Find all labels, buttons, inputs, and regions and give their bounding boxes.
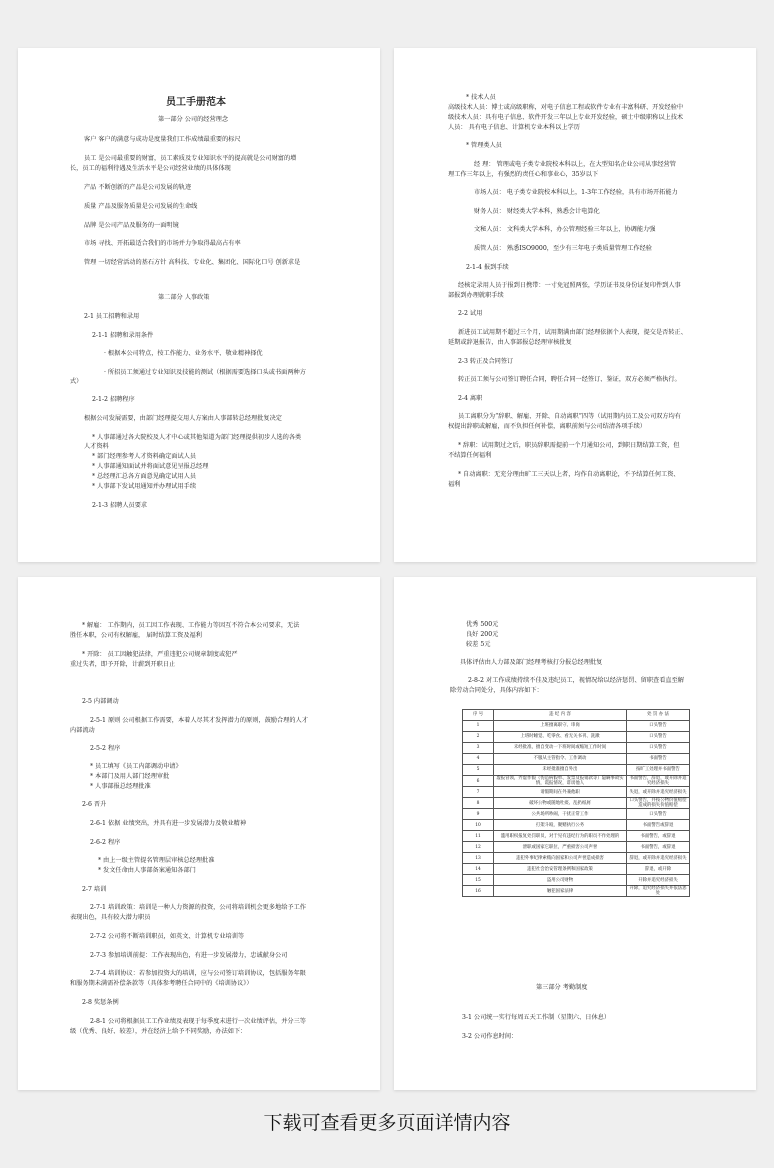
list-item: * 人事部下发试用通知并办理试用手续	[92, 483, 197, 490]
table-cell: 15	[463, 875, 494, 886]
list-item: * 总经理汇总各方面意见确定试用人员	[92, 473, 197, 480]
list-item: * 发文任命由人事部备案通知各部门	[98, 867, 196, 874]
table-row	[463, 765, 690, 776]
text-line: 表现出色，具有较大潜力职员	[70, 914, 151, 921]
subsection-heading: 2-3 转正及合同签订	[458, 358, 514, 365]
text-line: 2-8-2 对工作成绩持续不佳及违纪员工，视情况给以经济惩罚、留职查看直至解	[468, 677, 684, 684]
text-line: 不结算任何福利	[448, 452, 492, 459]
text-line: 2-7-4 培训协议：若参加投资大的培训，应与公司签订培训协议，包括服务年限	[90, 970, 306, 977]
table-cell: 3	[463, 743, 494, 754]
list-item: * 部门经理参考人才资料确定面试人员	[92, 453, 197, 460]
table-cell: 书面警告，辞退，或开除并追究经济损失	[627, 776, 690, 787]
table-cell: 触犯国家法律	[494, 886, 627, 897]
text-line: 市场 寻找、开拓最适合我们的市场并力争取得最高占有率	[84, 240, 241, 247]
list-item: * 人事部报总经理批准	[90, 783, 151, 790]
text-line: 部报到办理就职手续	[448, 292, 504, 299]
table-cell: 泄职或国家它职位，严重损害公司声誉	[494, 842, 627, 853]
text-line: 除劳动合同处分，具体内容如下：	[450, 687, 543, 694]
table-cell: 书面警告	[627, 754, 690, 765]
table-cell: 未经批准，擅自变动一下班时间或缩短工作时间	[494, 743, 627, 754]
table-cell: 14	[463, 864, 494, 875]
text-line: 级技术人员：具有电子信息、软件开发三年以上专业开发经验，硕士中级职称以上技术	[448, 114, 684, 121]
table-cell: 6	[463, 776, 494, 787]
text-line: 2-5-1 原则 公司根据工作需要，本着人尽其才发挥潜力的原则，鼓励合理的人才	[90, 717, 308, 724]
table-cell: 口头警告	[627, 732, 690, 743]
section-heading: 第三部分 考勤制度	[536, 984, 588, 991]
table-cell: 4	[463, 754, 494, 765]
table-row	[463, 776, 690, 787]
text-line: 胜任本职，公司有权解雇， 届时结算工资及福利	[70, 632, 202, 639]
text-line: · 所招员工须通过专业知识及技能的测试（根据需要选择口头或书面两种方	[104, 369, 306, 376]
text-line: 和服务期未满需补偿条款等（具体参考聘任合同中的《培训协议》）	[70, 980, 253, 987]
table-cell: 开除，追究经济损失并依法惩处	[627, 886, 690, 897]
table-cell: 上班擅离职守、串岗	[494, 721, 627, 732]
table-row	[463, 842, 690, 853]
text-line: 2-7-3 参加培训前提：工作表现出色，有进一步发展潜力，忠诚献身公司	[90, 952, 288, 959]
download-more-caption: 下载可查看更多页面详情内容	[263, 1112, 511, 1134]
table-cell: 10	[463, 820, 494, 831]
text-line: 福利	[448, 481, 461, 488]
text-line: 经 理： 管理或电子类专业院校本科以上，在大型知名企业公司从事经营管	[474, 161, 676, 168]
penalty-table	[462, 709, 690, 897]
table-cell: 口头警告	[627, 743, 690, 754]
table-cell: 12	[463, 842, 494, 853]
text-line: 质管人员： 熟悉ISO9000，至少有三年电子类质量管理工作经验	[474, 245, 652, 252]
text-line: 重过失者，即予开除，计薪到开职日止	[70, 661, 176, 668]
text-line: 权提出辞职或解雇，而不负担任何补偿，离职前须与公司结清各项手续）	[448, 423, 646, 430]
table-cell: 辞退，或开除并追究经济损失	[627, 853, 690, 864]
table-header-cell: 处 罚 办 法	[627, 710, 690, 721]
text-line: * 开除： 员工因触犯法律，严重违犯公司规章制度或犯严	[82, 651, 238, 658]
text-line: 员工 是公司最重要的财富，员工素质及专业知识水平的提高就是公司财富的增	[84, 155, 297, 162]
text-line: 2-7-1 培训政策：培训是一种人力资源的投资，公司将培训机会更多地给予工作	[90, 904, 306, 911]
text-line: 市场人员： 电子类专业院校本科以上，1-3年工作经验，具有市场开拓能力	[474, 189, 678, 196]
table-row	[463, 886, 690, 897]
text-line: 产品 不断创新的产品是公司发展的轨迹	[84, 184, 192, 191]
subsection-heading: 2-4 离职	[458, 395, 483, 402]
subsection-heading: 2-5-2 程序	[90, 745, 121, 752]
text-line: 理工作三年以上，有强烈的责任心和事业心，35岁以下	[448, 171, 599, 178]
table-cell: 未经批准擅自外出	[494, 765, 627, 776]
subsection-heading: * 管理类人员	[466, 142, 502, 149]
text-line: 新进员工试用期不超过三个月，试用期满由部门经理依据个人表现，提交是否转正、	[458, 329, 687, 336]
table-cell: 口头警告，并按公物价值赔偿造成的损失价值赔偿	[627, 798, 690, 809]
subsection-heading: * 技术人员	[466, 94, 496, 101]
section-heading: 第一部分 公司的经营理念	[158, 116, 229, 123]
text-line: 人才资料	[84, 443, 109, 450]
document-title: 员工手册范本	[166, 97, 226, 108]
table-row	[463, 787, 690, 798]
subsection-heading: 2-1-4 报到手续	[466, 264, 509, 271]
table-row	[463, 864, 690, 875]
subsection-heading: 2-2 试用	[458, 310, 483, 317]
table-row	[463, 809, 690, 820]
text-line: 3-2 公司作息时间：	[462, 1033, 518, 1040]
table-header-cell: 违 纪 内 容	[494, 710, 627, 721]
text-line: 内部流动	[70, 727, 95, 734]
text-line: 级（优秀、良好、较差），并在经济上给予不同奖励，办法如下：	[70, 1028, 247, 1035]
table-cell: 口头警告	[627, 809, 690, 820]
table-cell: 上班时睡觉、吃零食、看无关书刊、洗漱	[494, 732, 627, 743]
table-cell: 2	[463, 732, 494, 743]
text-line: 长，员工的福利待遇及生活水平是公司经营业绩的具体体现	[70, 165, 231, 172]
subsection-heading: 2-6 晋升	[82, 801, 107, 808]
text-line: 延期或辞退报告，由人事部报总经理审核批复	[448, 339, 572, 346]
text-line: 员工离职分为“辞职、解雇、开除、自动离职”四等（试用期内员工及公司双方均有	[458, 413, 681, 420]
text-line: 经核定录用人员于报到日携带：一寸免冠照两张，学历证书及身份证复印件到人事	[458, 282, 681, 289]
text-line: * 解雇： 工作期内，员工因工作表现、工作能力等因互不符合本公司要求，无法	[82, 622, 300, 629]
text-line: 2-6-1 依据 业绩突出，并具有进一步发展潜力及敬业精神	[90, 820, 247, 827]
section-heading: 第二部分 人事政策	[158, 294, 210, 301]
table-row	[463, 721, 690, 732]
table-cell: 违犯社会治安管理条例和国家政策	[494, 864, 627, 875]
document-page-3	[18, 577, 380, 1090]
subsection-heading: 2-6-2 程序	[90, 839, 121, 846]
table-cell: 11	[463, 831, 494, 842]
table-cell: 按旷工处理并书面警告	[627, 765, 690, 776]
table-cell: 滥用职权报复处罚职员，对于见有违纪行为的职员不作处理的	[494, 831, 627, 842]
text-line: * 人事部通过各大院校及人才中心或其他渠道为部门经理提供初步人选的各类	[92, 434, 302, 441]
table-row	[463, 754, 690, 765]
subsection-heading: 2-1 员工招聘和录用	[84, 313, 140, 320]
table-row	[463, 831, 690, 842]
table-header-cell: 序 号	[463, 710, 494, 721]
text-line: 人员： 具有电子信息、计算机专业本科以上学历	[448, 124, 580, 131]
text-line: 2-8-1 公司将根据员工工作业绩及表现于每季度末进行一次业绩评估，并分三等	[90, 1018, 306, 1025]
table-cell: 开除并追究经济损失	[627, 875, 690, 886]
table-cell: 7	[463, 787, 494, 798]
subsection-heading: 2-1-2 招聘程序	[92, 396, 135, 403]
text-line: 文秘人员： 文科类大学本科，办公管理经验三年以上，协调能力强	[474, 226, 656, 233]
subsection-heading: 2-8 奖惩条例	[82, 999, 119, 1006]
text-line: 较差 5元	[466, 641, 491, 648]
subsection-heading: 2-1-1 招聘和录用条件	[92, 332, 154, 339]
table-cell: 书面警告，或辞退	[627, 842, 690, 853]
table-cell: 9	[463, 809, 494, 820]
table-cell: 虚报冒领，弄虚作假（伪造病假单、发票及报销款等）隐瞒事故实情，谎报情况，诽谤他人	[494, 776, 627, 787]
table-cell: 书面警告或辞退	[627, 820, 690, 831]
list-item: * 人事部通知面试并将面试意见呈报总经理	[92, 463, 209, 470]
table-row	[463, 875, 690, 886]
text-line: 财务人员： 财经类大学本科，熟悉会计电算化	[474, 208, 600, 215]
text-line: * 辞职：试用期过之后，职员辞职需提前一个月通知公司，到职日期结算工资，但	[458, 442, 680, 449]
table-cell: 口头警告	[627, 721, 690, 732]
table-cell: 不服从主管指令、工作调动	[494, 754, 627, 765]
text-line: 3-1 公司统一实行每周五天工作制（星期六、日休息）	[462, 1014, 611, 1021]
text-line: 良好 200元	[466, 631, 499, 638]
subsection-heading: 2-5 内部调动	[82, 698, 119, 705]
text-line: 优秀 500元	[466, 621, 499, 628]
text-line: 转正员工须与公司签订聘任合同，聘任合同一经签订、鉴证，双方必须严格执行。	[458, 376, 681, 383]
text-line: 质量 产品及服务质量是公司发展的生命线	[84, 203, 198, 210]
text-line: 客户 客户的满意与成功是度量我们工作成绩最重要的标尺	[84, 136, 241, 143]
subsection-heading: 2-7 培训	[82, 886, 107, 893]
text-line: 具体评估由人力部及部门经理考核打分报总经理批复	[460, 659, 603, 666]
text-line: 高级技术人员：博士或高级职称，对电子信息工程或软件专业有丰富科研、开发经验中	[448, 104, 684, 111]
table-cell: 公共场所吵闹，干扰正常工作	[494, 809, 627, 820]
text-line: 品牌 是公司产品及服务的一面明镜	[84, 222, 179, 229]
document-page-2	[394, 48, 756, 562]
text-line: 管理 一切经营活动的基石方针 高科技、专业化、集团化、国际化口号 创新求是	[84, 259, 301, 266]
table-row	[463, 853, 690, 864]
table-cell: 书面警告，或辞退	[627, 831, 690, 842]
table-cell: 5	[463, 765, 494, 776]
table-cell: 8	[463, 798, 494, 809]
table-row	[463, 820, 690, 831]
table-cell: 违犯外事纪律索贿向国家和公司声誉造成损害	[494, 853, 627, 864]
table-cell: 请假期间在外兼他职	[494, 787, 627, 798]
text-line: · 根据本公司特点，按工作能力、业务水平、敬业精神择优	[104, 350, 263, 357]
document-page-1	[18, 48, 380, 562]
list-item: * 员工填写《员工内部调动申请》	[90, 763, 182, 770]
table-cell: 失退，或开除并追究经济损失	[627, 787, 690, 798]
table-cell: 打架斗殴，聚赌执行公务	[494, 820, 627, 831]
document-page-4	[394, 577, 756, 1090]
text-line: 式）	[70, 378, 83, 385]
text-line: 根据公司发展需要，由部门经理提交用人方案由人事部转总经理批复决定	[84, 415, 282, 422]
table-row	[463, 743, 690, 754]
table-header-row	[463, 710, 690, 721]
table-cell: 盗用公司财物	[494, 875, 627, 886]
list-item: * 本部门及用人部门经理审批	[90, 773, 170, 780]
table-cell: 1	[463, 721, 494, 732]
text-line: 2-7-2 公司将不断培训职员，如英文、计算机专业培训等	[90, 933, 245, 940]
table-cell: 16	[463, 886, 494, 897]
subsection-heading: 2-1-3 招聘人员要求	[92, 502, 148, 509]
text-line: * 自动离职：无充分理由旷工三天以上者，均作自动离职论，不予结算任何工资、	[458, 471, 680, 478]
list-item: * 由上一级主管提名管理层审核总经理批准	[98, 857, 215, 864]
table-row	[463, 732, 690, 743]
table-cell: 13	[463, 853, 494, 864]
table-cell: 破坏公物或随地吐痰、乱扔纸屑	[494, 798, 627, 809]
table-cell: 辞退，或开除	[627, 864, 690, 875]
table-row	[463, 798, 690, 809]
